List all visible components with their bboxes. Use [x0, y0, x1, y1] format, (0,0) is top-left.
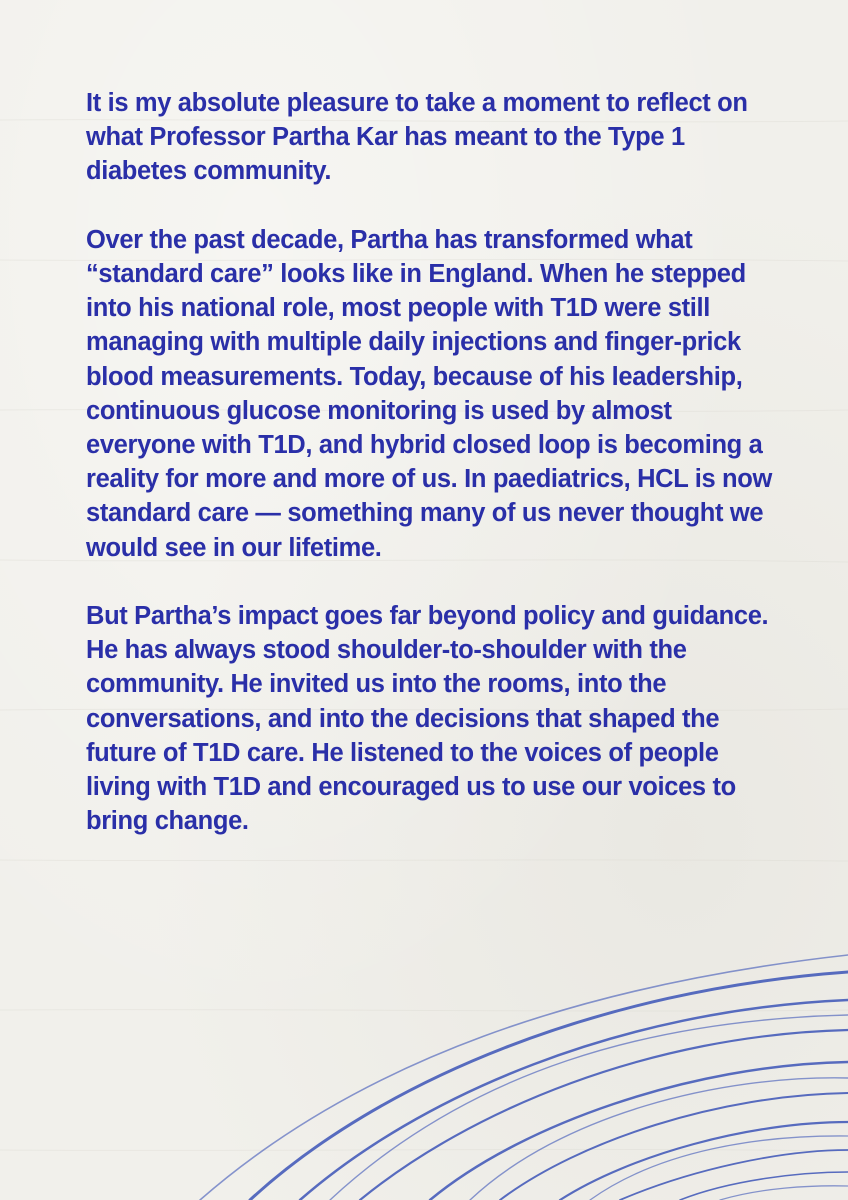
letter-body — [86, 86, 786, 873]
paragraph-standard-care: Over the past decade, Partha has transformed what “standard care” looks like in England. When he stepped into his national role, most people with T1D were still managing with multiple daily injections and finger-prick blood measurements. Today, because of his leadership, continuous glucose monitoring is used by almost everyone with T1D, and hybrid closed loop is becoming a reality for more and more of us. In paediatrics, HCL is now standard care — something many of us never thought we would see in our lifetime. — [86, 225, 772, 562]
paragraph-impact: But Partha’s impact goes far beyond policy and guidance. He has always stood shoulder-to-shoulder with the community. He invited us into the rooms, into the conversations, and into the decisions that shaped the future of T1D care. He listened to the voices of people living with T1D and encouraged us to use our voices to bring change. — [86, 602, 769, 836]
paragraph-intro: It is my absolute pleasure to take a moment to reflect on what Professor Partha Kar has meant to the Type 1 diabetes community. — [86, 89, 748, 186]
